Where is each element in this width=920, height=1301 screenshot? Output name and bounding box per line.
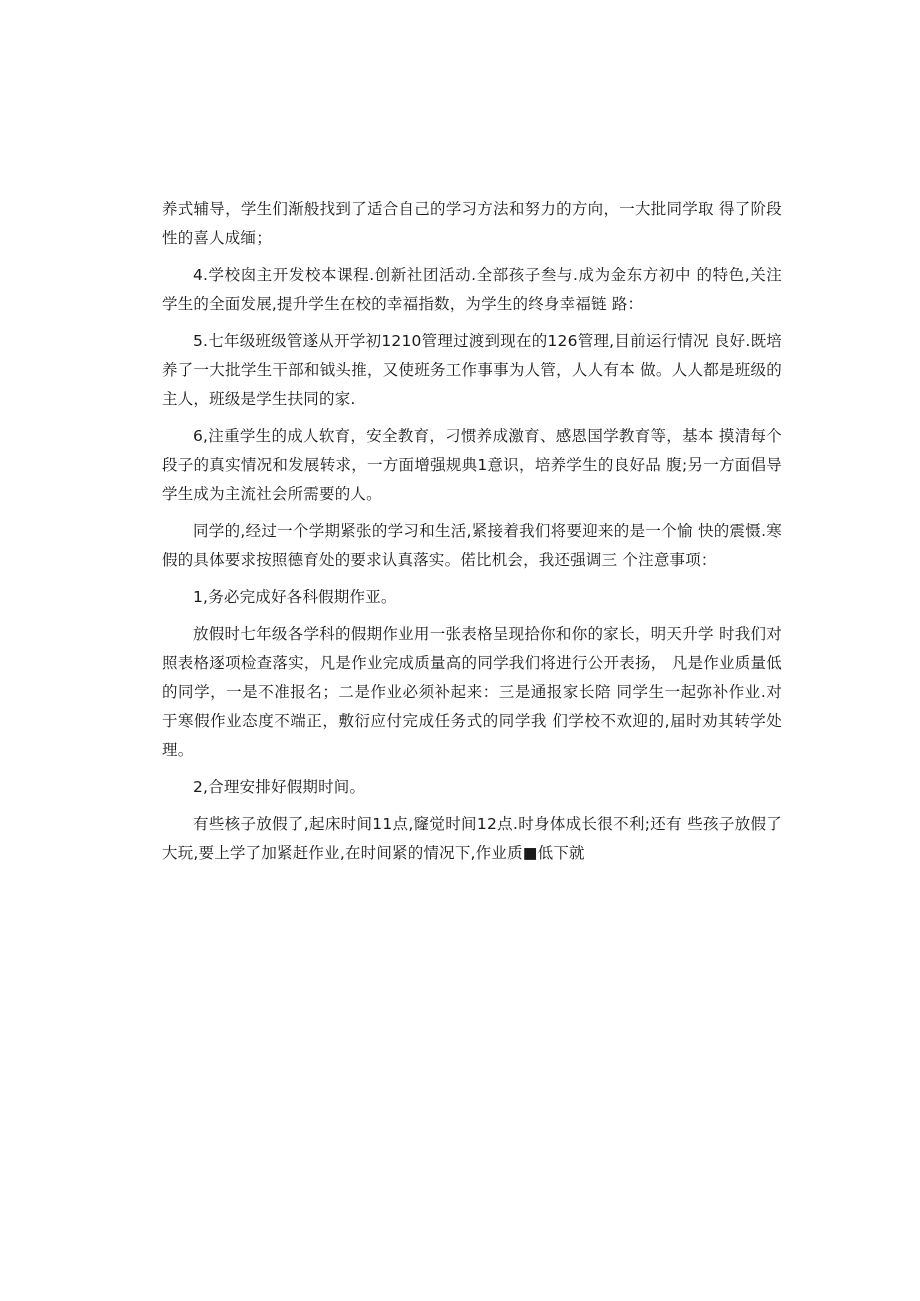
- paragraph: 同学的,经过一个学期紧张的学习和生活,紧接着我们将要迎来的是一个愉 快的震慑.寒假的具体要求按照德育处的要求认真落实。偌比机会，我还强调三 个注意事项：: [162, 522, 782, 569]
- paragraph-heading: 2,合理安排好假期时间。: [193, 778, 366, 796]
- paragraph: 放假时七年级各学科的假期作业用一张表格呈现拾你和你的家长，明天升学 时我们对照表格逐项检查落实，凡是作业完成质量高的同学我们将进行公开表扬， 凡是作业质量低的同学，一是不准报名；二是作业必须补起来：三是通报家长陪 同学生一起弥补作业.对于寒假作业态度不端正，敷衍应付完成任务式的同学我 们学校不欢迎的,届时劝其转学处理。: [162, 625, 782, 759]
- paragraph: 养式辅导，学生们渐般找到了适合自己的学习方法和努力的方向，一大批同学取 得了阶段性的喜人成缅；: [162, 200, 782, 247]
- document-body: [162, 195, 782, 876]
- paragraph: 6,注重学生的成人软育，安全教育，刁惯养成激育、感恩国学教育等，基本 摸清每个段子的真实情况和发展转求，一方面增强规典1意识，培养学生的良好品 腹;另一方面倡导学生成为主流社会所需要的人。: [162, 427, 782, 503]
- paragraph: 5.七年级班级管遂从开学初1210管理过渡到现在的126管理,目前运行情况 良好.既培养了一大批学生干部和钺头推，又使班务工作事事为人管，人人有本 做。人人都是班级的主人，班级是学生扶同的家.: [162, 332, 782, 408]
- paragraph: 有些核子放假了,起床时间11点,窿觉时间12点.时身体成长很不利;还有 些孩子放假了大玩,要上学了加紧赶作业,在时间紧的情况下,作业质■低下就: [162, 815, 782, 862]
- paragraph: 4.学校囱主开发校本课程.创新社团活动.全部孩子叁与.成为金东方初中 的特色,关注学生的全面发展,提升学生在校的幸福指数，为学生的终身幸福链 路：: [162, 266, 782, 313]
- paragraph-heading: 1,务必完成好各科假期作亚。: [193, 588, 397, 606]
